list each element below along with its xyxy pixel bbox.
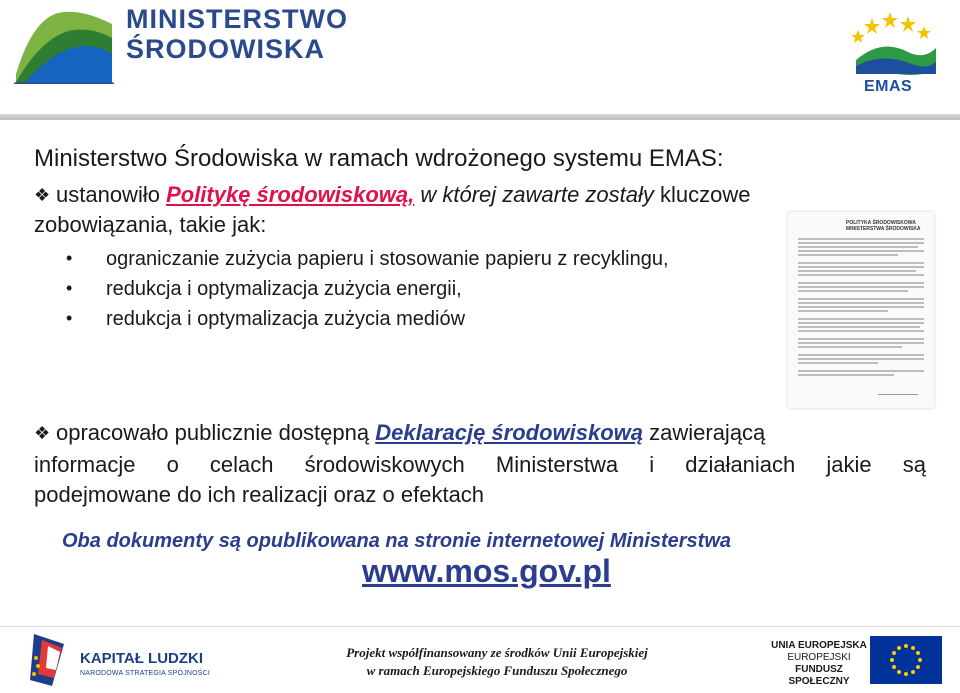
point1-line2: zobowiązania, takie jak: xyxy=(34,212,267,237)
policy-link[interactable]: Politykę środowiskową, xyxy=(166,182,415,207)
cofinancing-line2: w ramach Europejskiego Funduszu Społecznego xyxy=(366,663,628,678)
point1-line1 xyxy=(34,182,751,208)
header-divider xyxy=(0,114,960,120)
eu-line1: UNIA EUROPEJSKA xyxy=(771,640,867,651)
page-title: Ministerstwo Środowiska w ramach wdrożonego systemu EMAS: xyxy=(34,145,724,172)
signature-icon xyxy=(878,388,918,395)
word: są xyxy=(902,452,926,477)
doc-heading-line2: MINISTERSTWA ŚRODOWISKA xyxy=(846,226,921,232)
point2-prefix: opracowało publicznie dostępną xyxy=(56,420,376,445)
point2-line3: podejmowane do ich realizacji oraz o efektach xyxy=(34,482,485,507)
logo-text-line1: MINISTERSTWO xyxy=(126,4,348,34)
word: jakie xyxy=(826,452,872,477)
word: o xyxy=(166,452,179,477)
point2-line1 xyxy=(34,420,765,446)
eu-flag-icon xyxy=(870,636,942,684)
logo-text-line2: ŚRODOWISKA xyxy=(126,34,325,64)
point1-suffix: kluczowe xyxy=(653,182,751,207)
word: informacje xyxy=(34,452,136,477)
eu-line2: EUROPEJSKI xyxy=(787,652,851,663)
word: Ministerstwa xyxy=(495,452,619,477)
bullet-item: redukcja i optymalizacja zużycia energii, xyxy=(106,278,462,300)
kapital-ludzki-logo xyxy=(28,630,218,688)
cofinancing-note xyxy=(342,644,652,680)
diamond-bullet-icon: ❖ xyxy=(34,423,51,443)
eu-line3: FUNDUSZ SPOŁECZNY xyxy=(788,664,850,687)
diamond-bullet-icon: ❖ xyxy=(34,185,51,205)
policy-document-thumbnail xyxy=(788,212,934,408)
emas-label: EMAS xyxy=(864,78,913,95)
point1-mid: w której zawarte zostały xyxy=(414,182,654,207)
website-link[interactable]: www.mos.gov.pl xyxy=(362,553,611,589)
point2-suffix: zawierającą xyxy=(643,420,766,445)
publication-notice: Oba dokumenty są opublikowana na stronie internetowej Ministerstwa xyxy=(62,530,732,552)
kl-title: KAPITAŁ LUDZKI xyxy=(80,650,204,667)
ministry-logo xyxy=(14,4,348,88)
point1-prefix: ustanowiło xyxy=(56,182,167,207)
bullet-item: redukcja i optymalizacja zużycia mediów xyxy=(106,308,466,330)
cofinancing-line1: Projekt współfinansowany ze środków Unii Europejskiej xyxy=(346,645,648,660)
word: i xyxy=(649,452,655,477)
bullet-dot-icon: • xyxy=(66,308,73,328)
emas-stars-icon xyxy=(842,8,942,78)
word: środowiskowych xyxy=(304,452,465,477)
footer-divider xyxy=(0,626,960,627)
point2-line2 xyxy=(34,452,926,478)
bullet-item: ograniczanie zużycia papieru i stosowanie papieru z recyklingu, xyxy=(106,248,669,270)
doc-heading-line1: POLITYKA ŚRODOWISKOWA xyxy=(846,220,916,226)
emas-logo xyxy=(842,8,942,96)
declaration-link[interactable]: Deklarację środowiskową xyxy=(375,420,644,445)
word: celach xyxy=(209,452,274,477)
eu-fund-label xyxy=(764,640,874,688)
bullet-dot-icon: • xyxy=(66,248,73,268)
ministry-emblem-icon xyxy=(14,4,114,84)
bullet-dot-icon: • xyxy=(66,278,73,298)
kapital-ludzki-emblem-icon xyxy=(28,630,76,688)
word: działaniach xyxy=(685,452,796,477)
kl-subtitle: NARODOWA STRATEGIA SPÓJNOŚCI xyxy=(80,670,211,677)
